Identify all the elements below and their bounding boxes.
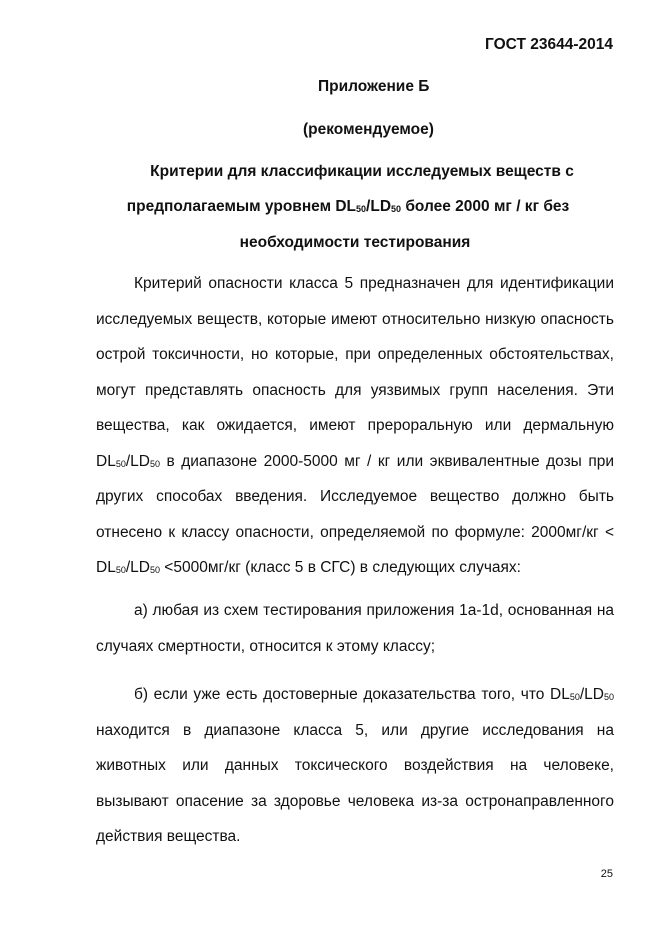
heading-text: предполагаемым уровнем DL xyxy=(126,198,357,215)
list-item-a xyxy=(96,593,614,664)
paragraph-criterion xyxy=(96,266,614,586)
subscript: 50 xyxy=(149,458,160,469)
subscript: 50 xyxy=(149,565,160,575)
annex-title: Приложение Б xyxy=(318,78,430,95)
paragraph-text: б) если уже есть достоверные доказательства того, что DL xyxy=(134,686,570,703)
subscript: 50 xyxy=(356,204,367,214)
subscript: 50 xyxy=(115,565,126,575)
paragraph-text: в диапазоне 2000-5000 мг / кг или эквивалентные дозы при других способах введения. Исследуемое вещество должно быть отнесено к классу опасности, определяемой по формуле: 2000мг/кг < DL xyxy=(96,452,614,576)
list-item-b xyxy=(96,677,614,855)
page-number: 25 xyxy=(600,868,613,880)
annex-status: (рекомендуемое) xyxy=(303,121,434,138)
subscript: 50 xyxy=(603,692,614,702)
annex-heading-line-1: Критерии для классификации исследуемых веществ с xyxy=(150,163,574,180)
paragraph-text: а) любая из схем тестирования приложения 1а-1d, основанная на случаях смертности, относится к этому классу; xyxy=(96,602,614,655)
paragraph-text: /LD xyxy=(125,452,150,470)
document-id: ГОСТ 23644-2014 xyxy=(485,36,613,53)
annex-heading-line-3: необходимости тестирования xyxy=(239,234,471,251)
paragraph-text: /LD xyxy=(125,559,150,576)
subscript: 50 xyxy=(115,458,126,469)
subscript: 50 xyxy=(569,692,580,702)
paragraph-text: /LD xyxy=(579,686,604,703)
subscript: 50 xyxy=(391,204,402,214)
paragraph-text: находится в диапазоне класса 5, или другие исследования на животных или данных токсического воздействия на человеке, вызывают опасение за здоровье человека из-за остронаправленного действия вещества. xyxy=(96,721,614,845)
paragraph-text: <5000мг/кг (класс 5 в СГС) в следующих случаях: xyxy=(159,559,521,576)
heading-text: более 2000 мг / кг без xyxy=(401,198,570,215)
annex-heading-line-2 xyxy=(96,198,600,216)
paragraph-text: Критерий опасности класса 5 предназначен для идентификации исследуемых веществ, которые имеют относительно низкую опасность острой токсичности, но которые, при определенных обстоятельствах, могут представлять опасность для уязвимых групп населения. Эти вещества, как ожидается, имеют прероральную или дермальную DL xyxy=(96,275,614,470)
heading-text: /LD xyxy=(366,198,392,215)
